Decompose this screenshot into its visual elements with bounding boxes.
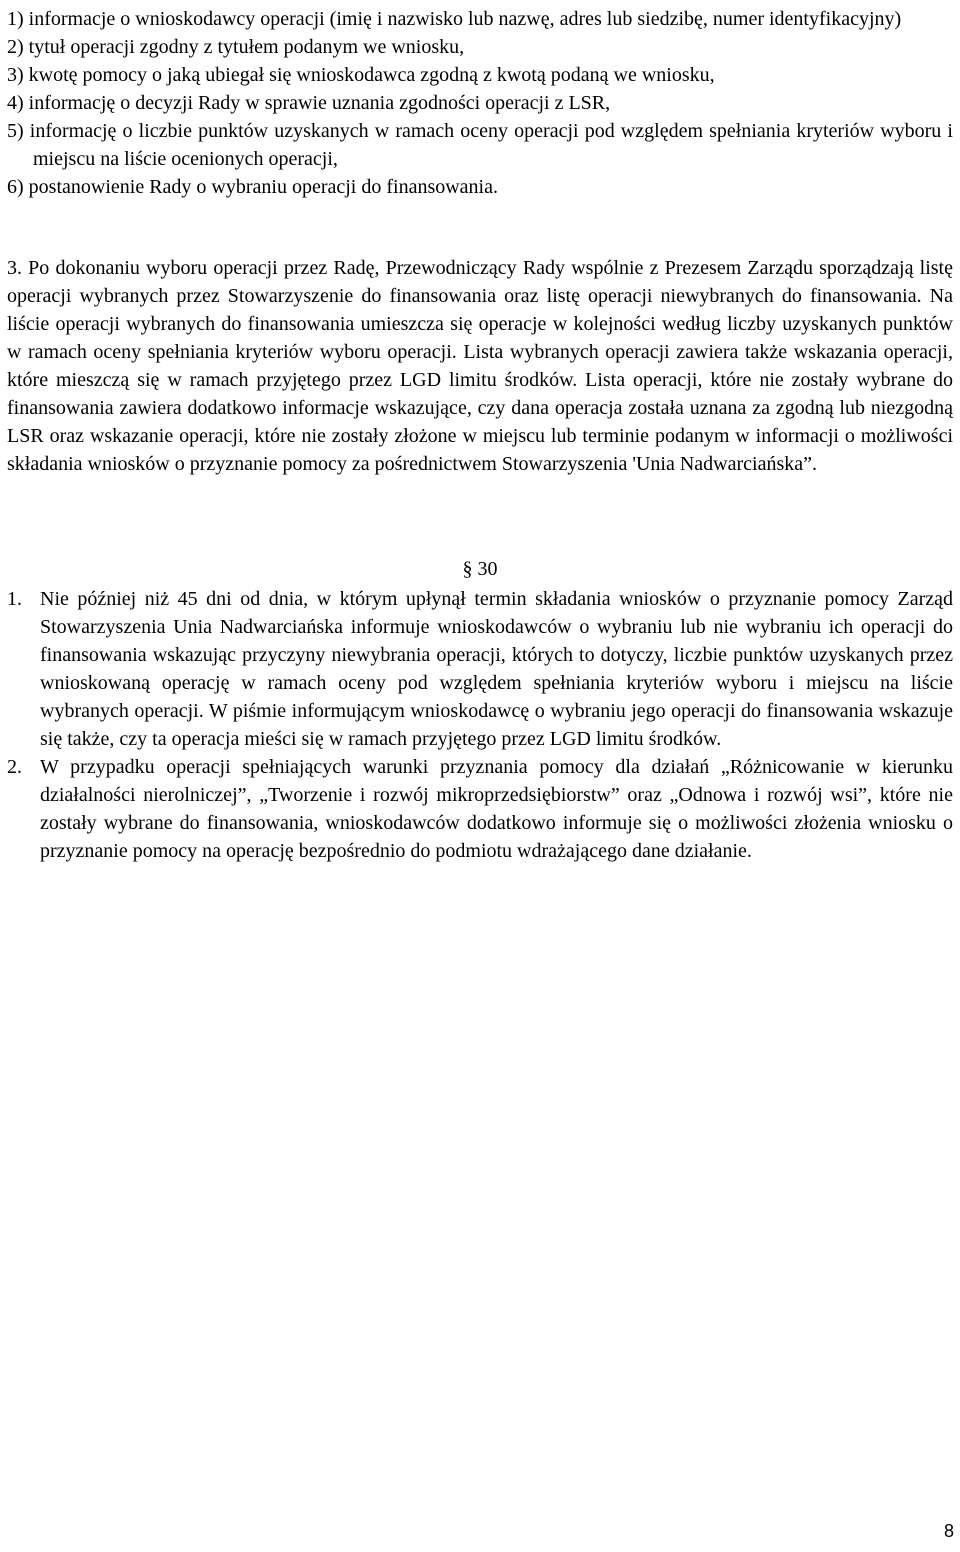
list-item-text: Nie później niż 45 dni od dnia, w którym upłynął termin składania wniosków o przyznanie pomocy Zarząd Stowarzyszenia Unia Nadwarciańska informuje wnioskodawców o wybraniu lub nie wybraniu ich operacji do finansowania wskazując przyczyny niewybrania operacji, których to dotyczy, liczbie punktów uzyskanych przez wnioskowaną operację w ramach oceny pod względem spełniania kryteriów wyboru i miejscu na liście wybranych operacji. W piśmie informującym wnioskodawcę o wybraniu jego operacji do finansowania wskazuje się także, czy ta operacja mieści się w ramach przyjętego przez LGD limitu środków. — [40, 588, 953, 750]
list-item-number: 3) — [7, 64, 29, 86]
list-item — [7, 33, 953, 61]
list-item-number: 1) — [7, 8, 29, 30]
list-item-text: tytuł operacji zgodny z tytułem podanym we wniosku, — [28, 36, 465, 58]
list-item-number: 4) — [7, 92, 29, 114]
list-item-text: kwotę pomocy o jaką ubiegał się wnioskodawca zgodną z kwotą podaną we wniosku, — [28, 64, 715, 86]
list-item-text: informację o liczbie punktów uzyskanych w ramach oceny operacji pod względem spełniania kryteriów wyboru i miejscu na liście ocenionych operacji, — [29, 120, 953, 170]
list-item-text: informację o decyzji Rady w sprawie uznania zgodności operacji z LSR, — [28, 92, 611, 114]
paragraph-text: Po dokonaniu wyboru operacji przez Radę, Przewodniczący Rady wspólnie z Prezesem Zarządu sporządzają listę operacji wybranych przez Stowarzyszenie do finansowania oraz listę operacji niewybranych do finansowania. Na liście operacji wybranych do finansowania umieszcza się operacje w kolejności według liczby uzyskanych punktów w ramach oceny spełniania kryteriów wyboru operacji. Lista wybranych operacji zawiera także wskazania operacji, które mieszczą się w ramach przyjętego przez LGD limitu środków. Lista operacji, które nie zostały wybrane do finansowania zawiera dodatkowo informacje wskazujące, czy dana operacja została uznana za zgodną lub niezgodną LSR oraz wskazanie operacji, które nie zostały złożone w miejscu lub terminie podanym w informacji o możliwości składania wniosków o przyznanie pomocy za pośrednictwem Stowarzyszenia 'Unia Nadwarciańska”. — [7, 257, 953, 475]
list-item — [7, 61, 953, 89]
top-list — [7, 5, 953, 201]
list-item-text: informacje o wnioskodawcy operacji (imię i nazwisko lub nazwę, adres lub siedzibę, numer identyfikacyjny) — [28, 8, 902, 30]
list-item-number: 2. — [7, 756, 22, 778]
paragraph-number: 3. — [7, 257, 29, 279]
page-number: 8 — [943, 1521, 954, 1541]
list-item-number: 5) — [7, 120, 30, 142]
list-item — [7, 173, 953, 201]
list-item-number: 2) — [7, 36, 29, 58]
section-heading: § 30 — [462, 558, 498, 580]
list-item — [7, 585, 953, 753]
list-item — [7, 89, 953, 117]
list-item-text: W przypadku operacji spełniających warunki przyznania pomocy dla działań „Różnicowanie w kierunku działalności nierolniczej”, „Tworzenie i rozwój mikroprzedsiębiorstw” oraz „Odnowa i rozwój wsi”, które nie zostały wybrane do finansowania, wnioskodawców dodatkowo informuje się o możliwości złożenia wniosku o przyznanie pomocy na operację bezpośrednio do podmiotu wdrażającego dane działanie. — [40, 756, 953, 862]
list-item-text: postanowienie Rady o wybraniu operacji do finansowania. — [28, 176, 498, 198]
numbered-list — [7, 585, 953, 865]
list-item-number: 1. — [7, 588, 22, 610]
list-item-number: 6) — [7, 176, 29, 198]
list-item — [7, 5, 953, 33]
list-item — [7, 753, 953, 865]
list-item — [7, 117, 953, 173]
paragraph-3 — [7, 254, 953, 478]
